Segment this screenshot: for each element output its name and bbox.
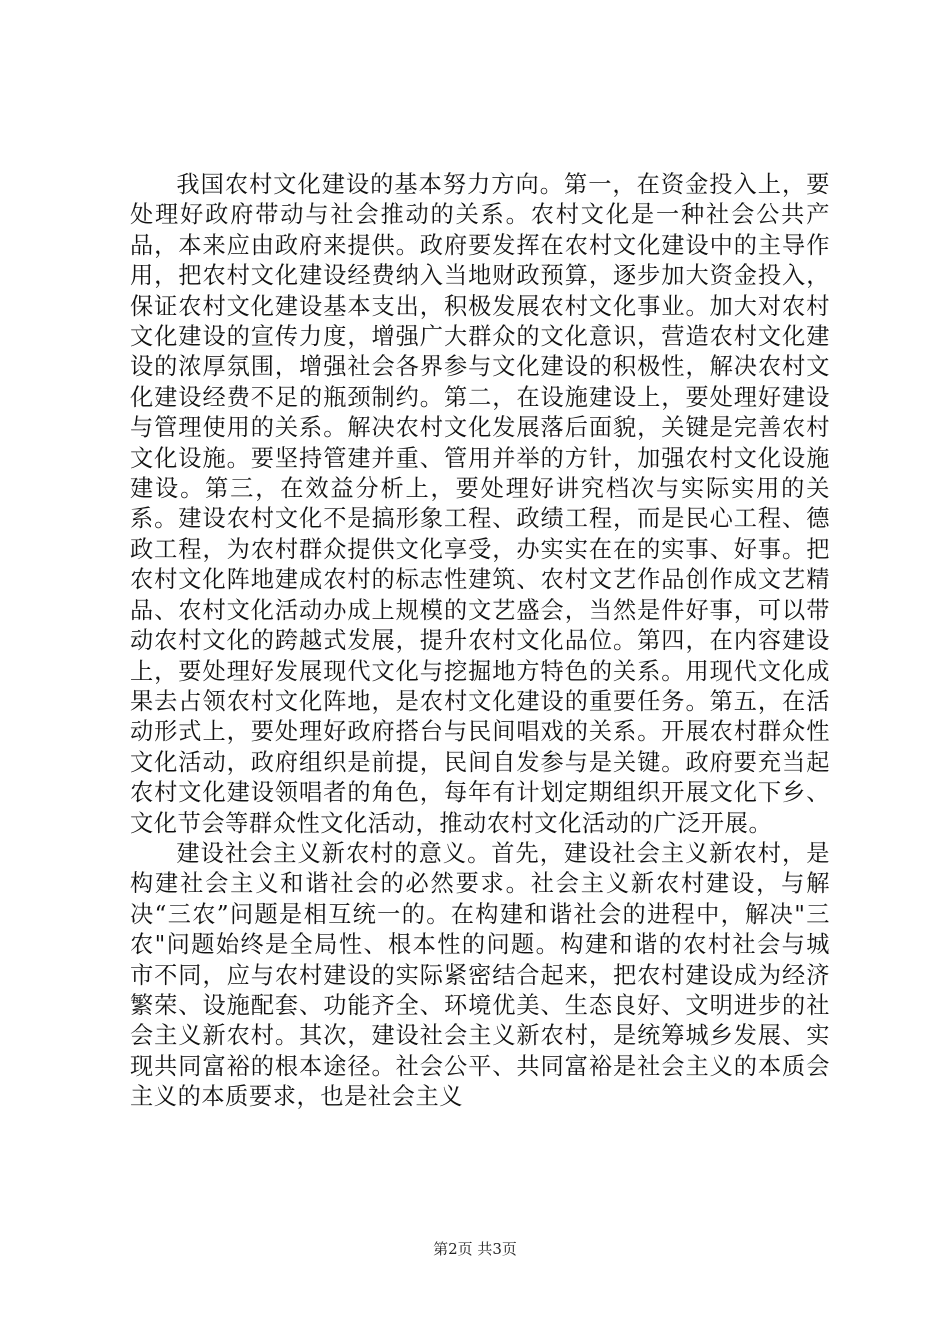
paragraph-rural-culture-direction: 我国农村文化建设的基本努力方向。第一，在资金投入上，要处理好政府带动与社会推动的关系。农村文化是一种社会公共产品，本来应由政府来提供。政府要发挥在农村文化建设中的主导作用，把农村文化建设经费纳入当地财政预算，逐步加大资金投入，保证农村文化建设基本支出，积极发展农村文化事业。加大对农村文化建设的宣传力度，增强广大群众的文化意识，营造农村文化建设的浓厚氛围，增强社会各界参与文化建设的积极性，解决农村文化建设经费不足的瓶颈制约。第二，在设施建设上，要处理好建设与管理使用的关系。解决农村文化发展落后面貌，关键是完善农村文化设施。要坚持管建并重、管用并举的方针，加强农村文化设施建设。第三，在效益分析上，要处理好讲究档次与实际实用的关系。建设农村文化不是搞形象工程、政绩工程，而是民心工程、德政工程，为农村群众提供文化享受，办实实在在的实事、好事。把农村文化阵地建成农村的标志性建筑、农村文艺作品创作成文艺精品、农村文化活动办成上规模的文艺盛会，当然是件好事，可以带动农村文化的跨越式发展，提升农村文化品位。第四，在内容建设上，要处理好发展现代文化与挖掘地方特色的关系。用现代文化成果去占领农村文化阵地，是农村文化建设的重要任务。第五，在活动形式上，要处理好政府搭台与民间唱戏的关系。开展农村群众性文化活动，政府组织是前提，民间自发参与是关键。政府要充当起农村文化建设领唱者的角色，每年有计划定期组织开展文化下乡、文化节会等群众性文化活动，推动农村文化活动的广泛开展。 xyxy=(130,171,830,837)
page-footer: 第2页 共3页 xyxy=(433,1240,517,1258)
paragraph-new-countryside-significance: 建设社会主义新农村的意义。首先，建设社会主义新农村，是构建社会主义和谐社会的必然要求。社会主义新农村建设，与解决“三农”问题是相互统一的。在构建和谐社会的进程中，解决"三农"问题始终是全局性、根本性的问题。构建和谐的农村社会与城市不同，应与农村建设的实际紧密结合起来，把农村建设成为经济繁荣、设施配套、功能齐全、环境优美、生态良好、文明进步的社会主义新农村。其次，建设社会主义新农村，是统筹城乡发展、实现共同富裕的根本途径。社会公平、共同富裕是社会主义的本质会主义的本质要求，也是社会主义 xyxy=(130,839,830,1111)
document-body xyxy=(130,170,830,1113)
